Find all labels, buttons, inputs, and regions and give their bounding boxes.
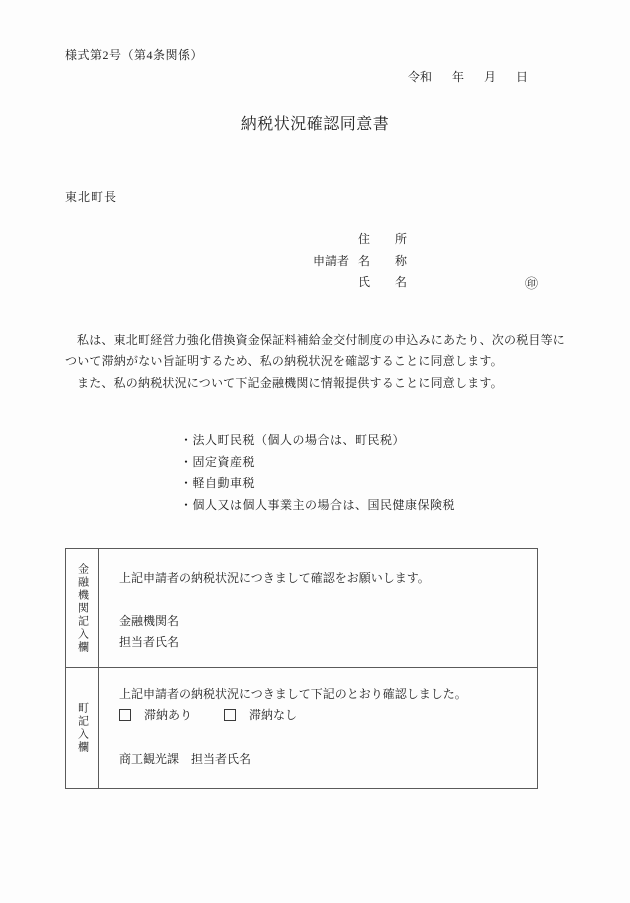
- financial-staff-name-label: 担当者氏名: [119, 635, 180, 649]
- date-year-label: 年: [452, 70, 465, 84]
- tax-item-health-insurance: ・個人又は個人事業主の場合は、国民健康保険税: [180, 497, 456, 512]
- arrears-checkbox-row: [119, 707, 537, 723]
- date-day-label: 日: [516, 70, 529, 84]
- tax-item-property: ・固定資産税: [180, 454, 256, 469]
- consent-paragraph-2: また、私の納税状況について下記金融機関に情報提供することに同意します。: [77, 375, 503, 390]
- person-name-field-label: [358, 273, 407, 290]
- person-name-char-2: 名: [394, 275, 407, 290]
- town-confirmation-text: 上記申請者の納税状況につきまして下記のとおり確認しました。: [119, 687, 467, 701]
- financial-institution-header-cell: [66, 549, 99, 667]
- arrears-yes-label: 滞納あり: [144, 708, 193, 722]
- form-number: 様式第2号（第4条関係）: [65, 48, 204, 62]
- confirmation-table: [65, 548, 538, 789]
- checkbox-arrears-no[interactable]: [224, 709, 236, 721]
- date-era-label: 令和: [408, 70, 433, 84]
- seal-mark-icon: ㊞: [525, 276, 539, 291]
- financial-institution-content-cell: [99, 549, 537, 667]
- applicant-address-row: [313, 228, 407, 250]
- addressee: 東北町長: [65, 190, 118, 204]
- town-header-cell: [66, 668, 99, 788]
- person-name-char-1: 氏: [358, 275, 371, 290]
- financial-institution-name-label: 金融機関名: [119, 614, 180, 628]
- town-division-staff-label: 商工観光課 担当者氏名: [119, 752, 252, 766]
- address-char-2: 所: [394, 232, 407, 247]
- arrears-yes-option: [119, 707, 192, 723]
- document-title: 納税状況確認同意書: [240, 116, 390, 133]
- applicant-person-row: [313, 271, 407, 293]
- applicant-block: [313, 228, 539, 293]
- applicant-label: 申請者: [313, 253, 350, 268]
- table-row-town: [66, 668, 537, 788]
- tax-item-vehicle: ・軽自動車税: [180, 476, 256, 490]
- applicant-name-row: [313, 250, 407, 272]
- financial-request-text: 上記申請者の納税状況につきまして確認をお願いします。: [119, 571, 430, 585]
- entity-name-field-label: [358, 252, 407, 269]
- consent-paragraphs: [65, 330, 567, 394]
- town-header-label: 町記入欄: [76, 702, 89, 754]
- entity-name-char-2: 称: [394, 253, 407, 268]
- date-line: [408, 68, 528, 85]
- arrears-no-label: 滞納なし: [249, 708, 298, 722]
- town-content-cell: [99, 668, 537, 788]
- address-char-1: 住: [358, 232, 371, 247]
- tax-item-list: [180, 430, 455, 516]
- financial-institution-header-label: 金融機関記入欄: [76, 562, 89, 654]
- entity-name-char-1: 名: [358, 253, 371, 268]
- table-row-financial-institution: [66, 549, 537, 668]
- checkbox-arrears-yes[interactable]: [119, 709, 131, 721]
- consent-paragraph-1: 私は、東北町経営力強化借換資金保証料補給金交付制度の申込みにあたり、次の税目等について滞納がない旨証明するため、私の納税状況を確認することに同意します。: [65, 333, 566, 369]
- tax-item-corporate: ・法人町民税（個人の場合は、町民税）: [180, 433, 406, 447]
- address-field-label: [358, 230, 407, 247]
- arrears-no-option: [224, 707, 297, 723]
- date-month-label: 月: [484, 70, 497, 84]
